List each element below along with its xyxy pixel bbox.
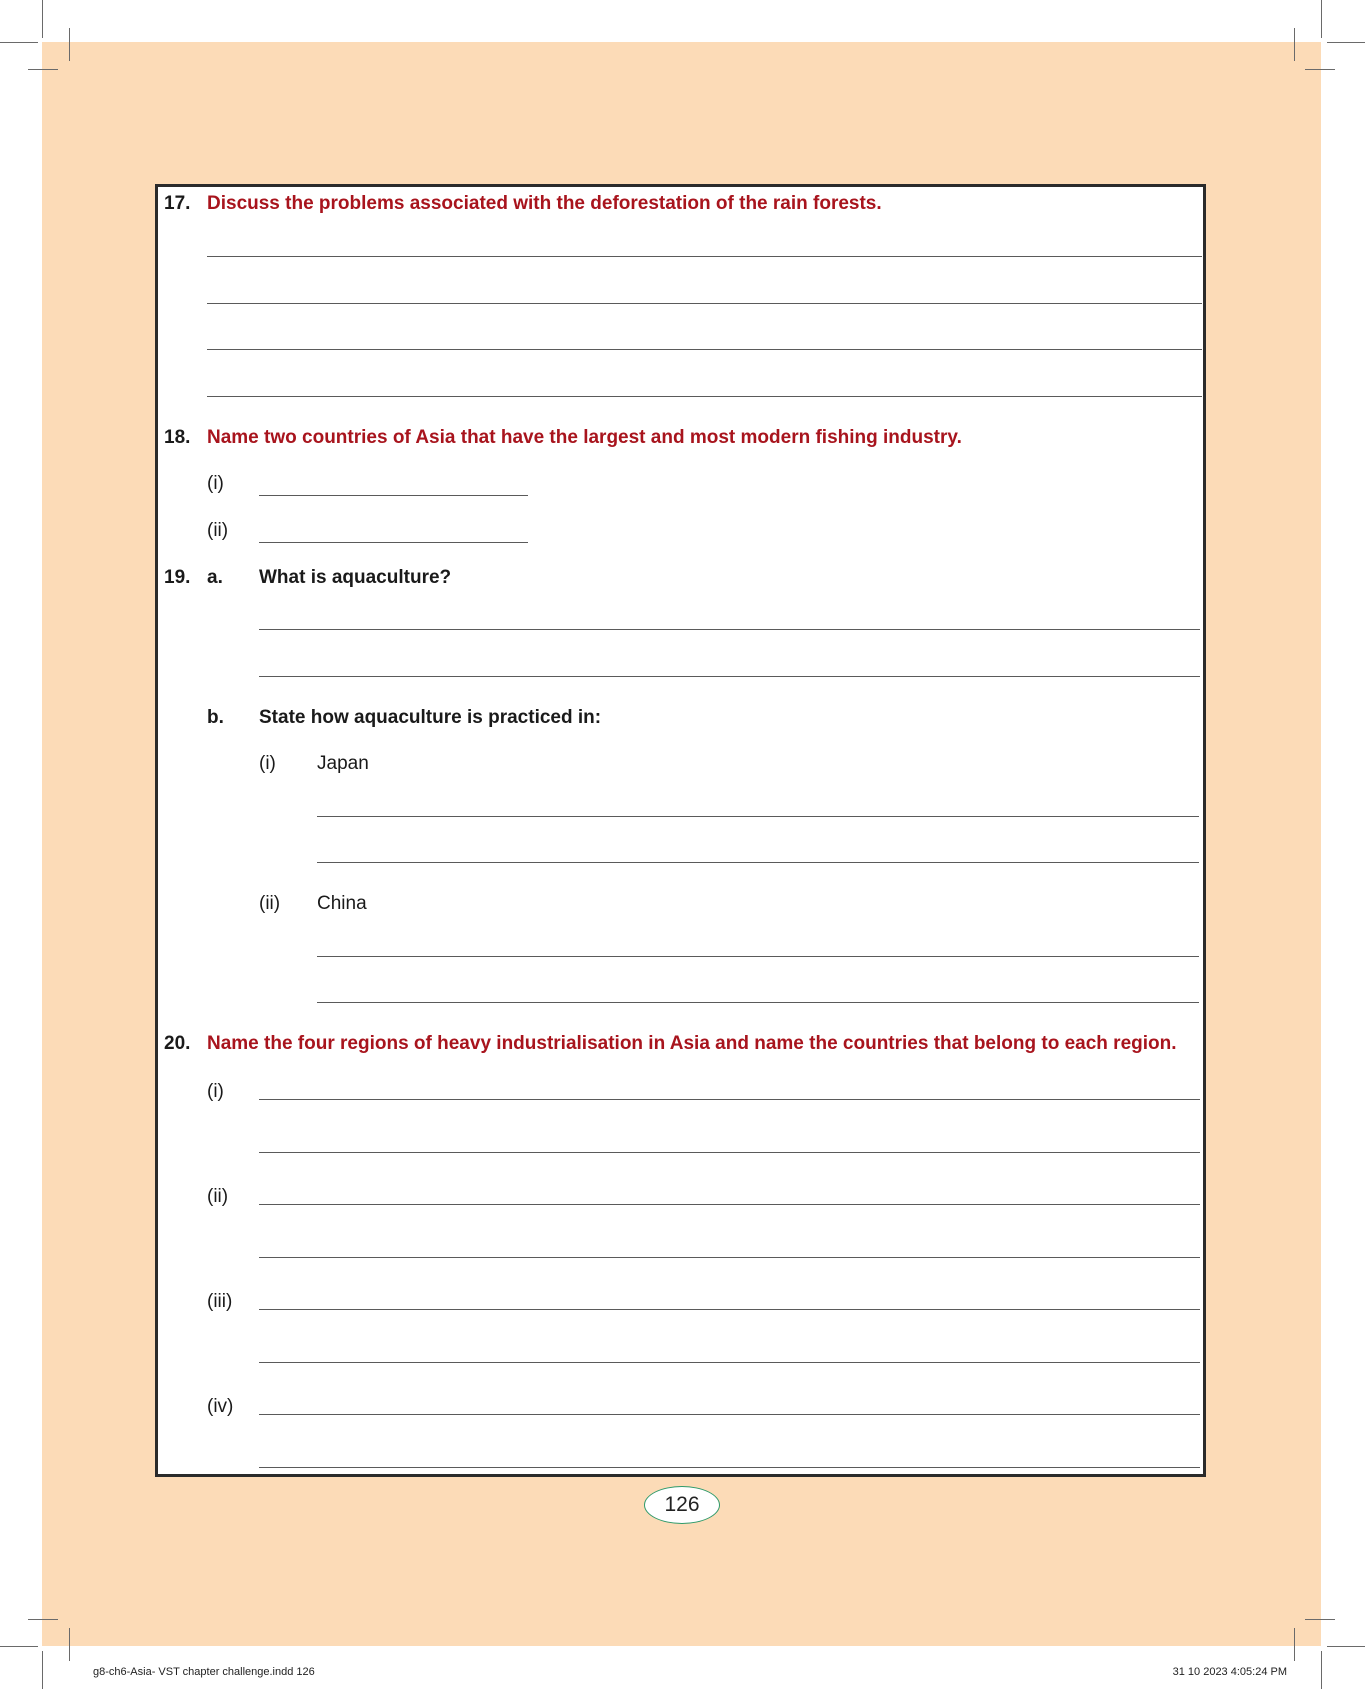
crop-mark <box>69 28 70 61</box>
crop-mark <box>1321 0 1322 38</box>
q20-answer-line[interactable] <box>259 1204 1200 1205</box>
crop-mark <box>1294 1628 1295 1661</box>
q19b-answer-line[interactable] <box>317 956 1199 957</box>
crop-mark <box>42 0 43 38</box>
crop-mark <box>1305 1619 1335 1620</box>
q20-answer-line[interactable] <box>259 1309 1200 1310</box>
q19-sub-item-text: Japan <box>317 753 369 774</box>
q18-question: Name two countries of Asia that have the largest and most modern fishing industry. <box>207 427 962 448</box>
q19-sub-item-label: (i) <box>259 753 276 774</box>
q20-answer-line[interactable] <box>259 1467 1200 1468</box>
crop-mark <box>1327 1646 1365 1647</box>
q19-part-a-label: a. <box>207 567 223 588</box>
crop-mark <box>1305 69 1335 70</box>
q20-item-label: (ii) <box>207 1186 229 1207</box>
q19-sub-item-text: China <box>317 893 367 914</box>
q19b-answer-line[interactable] <box>317 1002 1199 1003</box>
q17-answer-line[interactable] <box>207 303 1202 304</box>
crop-mark <box>1321 1651 1322 1689</box>
q20-answer-line[interactable] <box>259 1099 1200 1100</box>
crop-mark <box>0 1646 38 1647</box>
page-number: 126 <box>644 1486 720 1524</box>
q19b-answer-line[interactable] <box>317 816 1199 817</box>
q20-answer-line[interactable] <box>259 1257 1200 1258</box>
q20-number: 20. <box>164 1033 191 1054</box>
crop-mark <box>28 69 58 70</box>
q17-number: 17. <box>164 193 191 214</box>
crop-mark <box>42 1651 43 1689</box>
q17-question: Discuss the problems associated with the deforestation of the rain forests. <box>207 193 882 214</box>
crop-mark <box>1327 42 1365 43</box>
crop-mark <box>28 1619 58 1620</box>
q17-answer-line[interactable] <box>207 396 1202 397</box>
q19-sub-item-label: (ii) <box>259 893 281 914</box>
q18-item-label: (i) <box>207 473 224 494</box>
slug-file-info: g8-ch6-Asia- VST chapter challenge.indd 126 <box>93 1666 315 1678</box>
q20-answer-line[interactable] <box>259 1414 1200 1415</box>
q19-number: 19. <box>164 567 191 588</box>
q20-item-label: (iv) <box>207 1396 234 1417</box>
q19a-answer-line[interactable] <box>259 676 1200 677</box>
q18-answer-line[interactable] <box>259 495 528 496</box>
crop-mark <box>0 42 38 43</box>
crop-mark <box>69 1628 70 1661</box>
q20-item-label: (iii) <box>207 1291 233 1312</box>
worksheet-frame <box>155 184 1206 1477</box>
q20-answer-line[interactable] <box>259 1152 1200 1153</box>
q18-answer-line[interactable] <box>259 542 528 543</box>
crop-mark <box>1294 28 1295 61</box>
q17-answer-line[interactable] <box>207 256 1202 257</box>
q19b-answer-line[interactable] <box>317 862 1199 863</box>
q19-part-b-label: b. <box>207 707 224 728</box>
q20-question: Name the four regions of heavy industrialisation in Asia and name the countries that belong to each region. <box>207 1033 1177 1054</box>
slug-timestamp: 31 10 2023 4:05:24 PM <box>1172 1666 1287 1678</box>
q17-answer-line[interactable] <box>207 349 1202 350</box>
q19-part-b-question: State how aquaculture is practiced in: <box>259 707 602 728</box>
q18-number: 18. <box>164 427 191 448</box>
q19-part-a-question: What is aquaculture? <box>259 567 452 588</box>
q18-item-label: (ii) <box>207 520 229 541</box>
q19a-answer-line[interactable] <box>259 629 1200 630</box>
q20-answer-line[interactable] <box>259 1362 1200 1363</box>
q20-item-label: (i) <box>207 1081 224 1102</box>
